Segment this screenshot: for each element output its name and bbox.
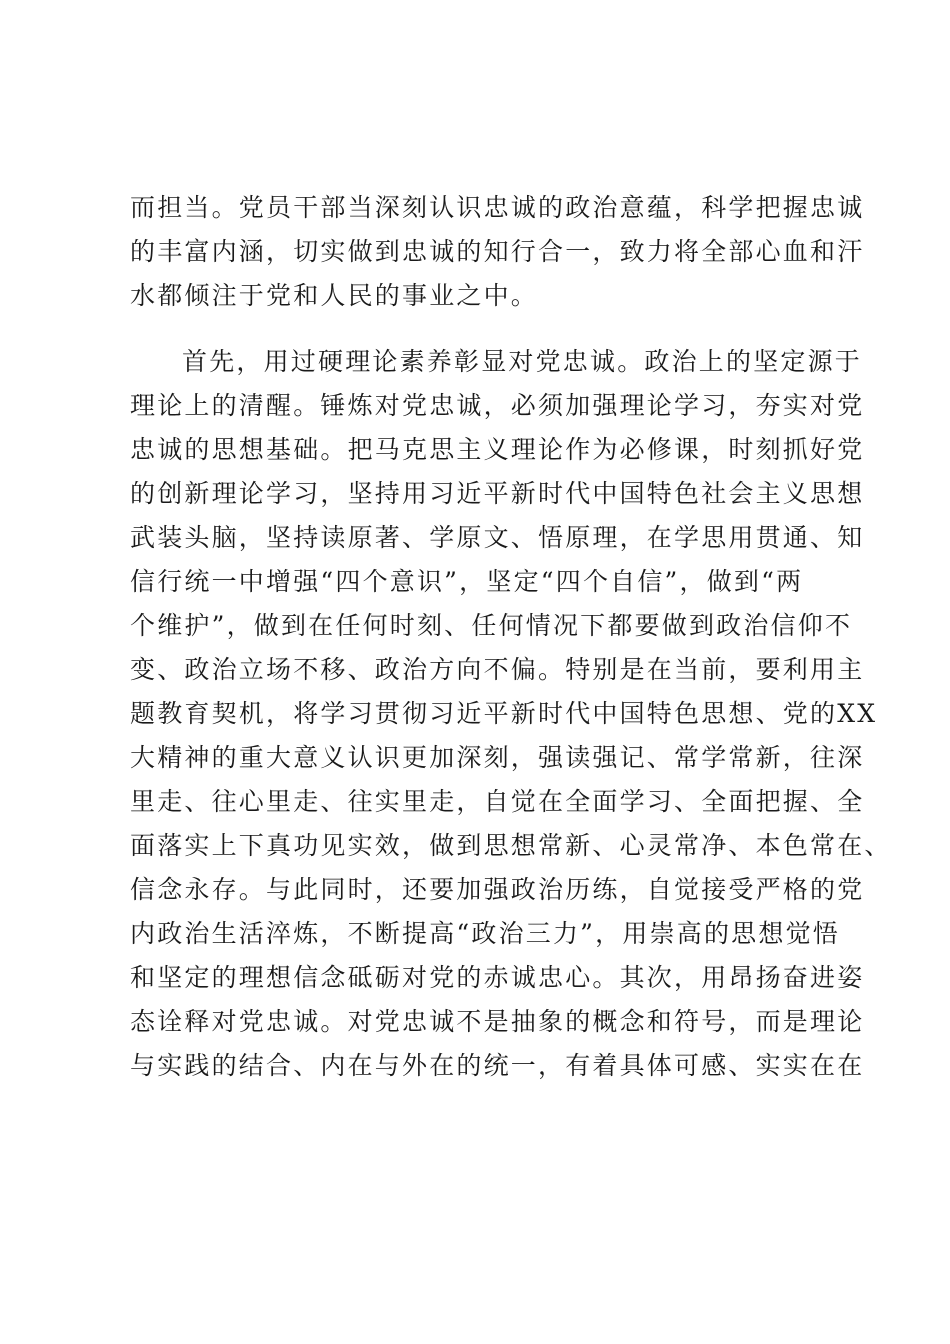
paragraph-2 <box>130 340 892 1088</box>
text-line: 面落实上下真功见实效，做到思想常新、心灵常净、本色常在、 <box>130 831 892 860</box>
text-line: 信行统一中增强“四个意识”，坚定“四个自信”，做到“两 <box>130 567 804 596</box>
text-line: 题教育契机，将学习贯彻习近平新时代中国特色思想、党的XX <box>130 699 878 728</box>
text-line: 首先，用过硬理论素养彰显对党忠诚。政治上的坚定源于 <box>182 347 863 376</box>
text-line: 态诠释对党忠诚。对党忠诚不是抽象的概念和符号，而是理论 <box>130 1007 865 1036</box>
text-line: 变、政治立场不移、政治方向不偏。特别是在当前，要利用主 <box>130 655 865 684</box>
text-line: 忠诚的思想基础。把马克思主义理论作为必修课，时刻抓好党 <box>130 435 865 464</box>
text-line: 信念永存。与此同时，还要加强政治历练，自觉接受严格的党 <box>130 875 865 904</box>
text-line: 和坚定的理想信念砥砺对党的赤诚忠心。其次，用昂扬奋进姿 <box>130 963 865 992</box>
paragraph-1 <box>130 186 865 318</box>
text-line: 里走、往心里走、往实里走，自觉在全面学习、全面把握、全 <box>130 787 865 816</box>
text-line: 的丰富内涵，切实做到忠诚的知行合一，致力将全部心血和汗 <box>130 237 865 266</box>
text-line: 而担当。党员干部当深刻认识忠诚的政治意蕴，科学把握忠诚 <box>130 193 865 222</box>
text-line: 与实践的结合、内在与外在的统一，有着具体可感、实实在在 <box>130 1051 865 1080</box>
text-line: 大精神的重大意义认识更加深刻，强读强记、常学常新，往深 <box>130 743 865 772</box>
text-line: 武装头脑，坚持读原著、学原文、悟原理，在学思用贯通、知 <box>130 523 865 552</box>
text-line: 的创新理论学习，坚持用习近平新时代中国特色社会主义思想 <box>130 479 865 508</box>
text-line: 水都倾注于党和人民的事业之中。 <box>130 281 539 310</box>
text-line: 个维护”，做到在任何时刻、任何情况下都要做到政治信仰不 <box>130 611 853 640</box>
text-line: 内政治生活淬炼，不断提高“政治三力”，用崇高的思想觉悟 <box>130 919 840 948</box>
text-line: 理论上的清醒。锤炼对党忠诚，必须加强理论学习，夯实对党 <box>130 391 865 420</box>
